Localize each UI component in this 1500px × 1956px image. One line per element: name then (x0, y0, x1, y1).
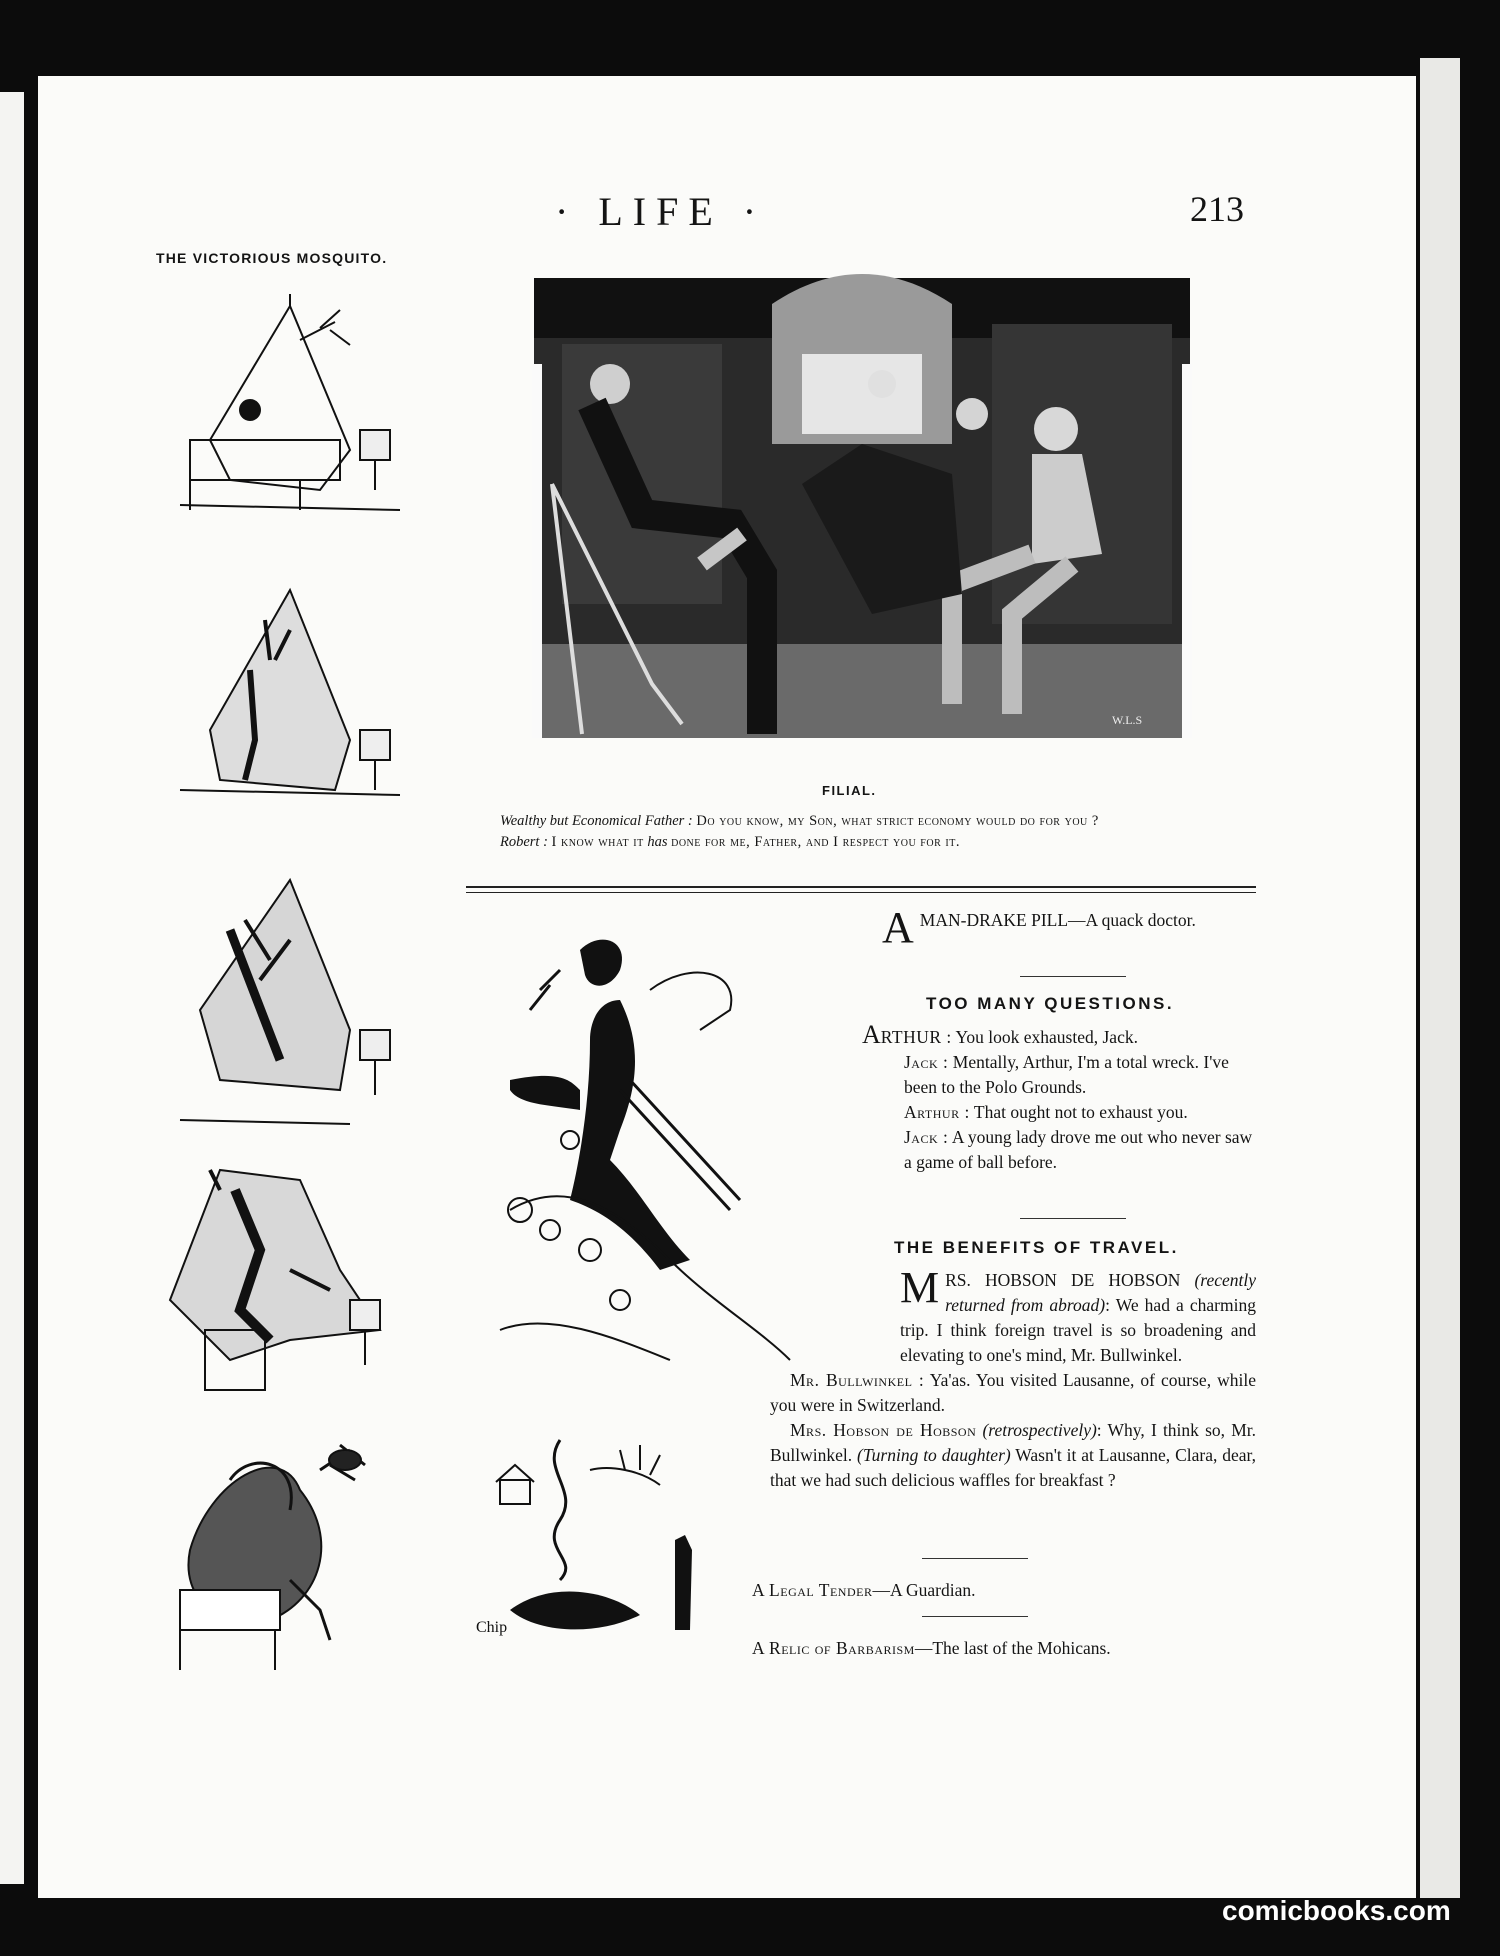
bullwinkel-text: Ya'as. You visited Lausanne, of course, while you were in Switzerland. (770, 1370, 1256, 1415)
mosquito-strip-title: THE VICTORIOUS MOSQUITO. (156, 250, 388, 266)
robert-line-a: I know what it (551, 834, 644, 850)
travel-para-3 (770, 1418, 1256, 1493)
mosquito-panel-4 (170, 1170, 380, 1390)
questions-dialogue (862, 1022, 1256, 1175)
travel-dropcap: M (900, 1263, 940, 1312)
robert-line-em: has (647, 834, 668, 850)
artist-signature: W.L.S (1112, 713, 1143, 727)
jack-line-2 (862, 1125, 1256, 1175)
travel-dialogue (770, 1263, 1257, 1493)
divider-3 (922, 1558, 1028, 1559)
site-watermark: comicbooks.com (1222, 1895, 1451, 1926)
questions-dropcap: A (862, 1020, 881, 1049)
robert-speaker: Robert : (500, 834, 548, 850)
mandrake-text: MAN-DRAKE PILL—A quack doctor. (919, 910, 1196, 930)
filial-line-2 (468, 832, 1256, 853)
hobson-text-1: : We had a charming trip. I think foreign travel is so broadening and elevating to one's mind, Mr. Bullwinkel. (900, 1295, 1256, 1365)
filial-illustration (532, 264, 1192, 744)
divider-1 (1020, 976, 1126, 977)
arthur-line-1 (862, 1022, 1256, 1050)
mosquito-panel-2 (180, 590, 400, 795)
mandrake-joke (882, 903, 1254, 952)
divider-4 (922, 1616, 1028, 1617)
small-sketch-illustration (470, 1410, 730, 1670)
legal-tender-joke (752, 1578, 976, 1603)
mosquito-panel-3 (180, 880, 390, 1124)
divider-2 (1020, 1218, 1126, 1219)
father-speaker: Wealthy but Economical Father : (500, 813, 693, 829)
facing-page-edge (0, 92, 24, 1884)
jack-line-1 (862, 1050, 1256, 1100)
filial-caption-title: FILIAL. (822, 783, 877, 798)
filial-line-1 (468, 811, 1256, 832)
arthur-speaker: RTHUR : (880, 1027, 952, 1047)
small-sketch-signature: Chip (476, 1619, 508, 1636)
relic-rest: —The last of the Mohicans. (914, 1638, 1111, 1658)
arthur-text-2: That ought not to exhaust you. (973, 1102, 1188, 1122)
section-rule-top (466, 886, 1256, 888)
relic-joke (752, 1636, 1111, 1661)
page-binding-edge (1420, 58, 1460, 1898)
travel-para-2 (770, 1368, 1256, 1418)
hobson-stage-3: (Turning to daughter) (857, 1445, 1011, 1465)
page-number: 213 (1190, 189, 1244, 229)
jack-text-1: Mentally, Arthur, I'm a total wreck. I've been to the Polo Grounds. (904, 1052, 1229, 1097)
mandrake-dropcap: A (882, 903, 914, 952)
hobson-stage-1: (recently returned from abroad) (945, 1270, 1256, 1315)
legal-tender-rest: —A Guardian. (872, 1580, 976, 1600)
jack-text-2: A young lady drove me out who never saw a game of ball before. (904, 1127, 1253, 1172)
travel-heading: THE BENEFITS OF TRAVEL. (894, 1238, 1179, 1257)
running-head: · LIFE · (555, 189, 767, 234)
section-rule-bottom (466, 892, 1256, 893)
arthur-speaker-2: Arthur : (904, 1102, 970, 1122)
bullwinkel-speaker: Mr. Bullwinkel : (790, 1370, 925, 1390)
legal-tender-lead: A Legal Tender (752, 1580, 873, 1600)
arthur-line-2 (862, 1100, 1256, 1125)
hobson-speaker-2: Mrs. Hobson de Hobson (790, 1420, 977, 1440)
hobson-speaker-1: RS. HOBSON DE HOBSON (945, 1270, 1181, 1290)
questions-heading: TOO MANY QUESTIONS. (926, 994, 1175, 1013)
mosquito-panel-1 (180, 294, 400, 510)
arthur-text-1: You look exhausted, Jack. (955, 1027, 1138, 1047)
father-line: Do you know, my Son, what strict economy would do for you ? (696, 813, 1099, 829)
hobson-stage-2: (retrospectively) (982, 1420, 1097, 1440)
jack-speaker-1: Jack : (904, 1052, 949, 1072)
travel-para-1 (770, 1263, 1256, 1368)
mosquito-strip-illustration (150, 290, 440, 1670)
robert-line-b: done for me, Father, and I respect you for it. (671, 834, 960, 850)
hobson-text-2b: Wasn't it at Lausanne, Clara, dear, that we had such delicious waffles for breakfast ? (770, 1445, 1257, 1490)
hobson-text-2a: : Why, I think so, Mr. Bullwinkel. (770, 1420, 1257, 1465)
jack-speaker-2: Jack : (904, 1127, 949, 1147)
relic-lead: A Relic of Barbarism (752, 1638, 915, 1658)
mosquito-panel-5 (180, 1445, 365, 1670)
filial-caption (468, 811, 1256, 853)
